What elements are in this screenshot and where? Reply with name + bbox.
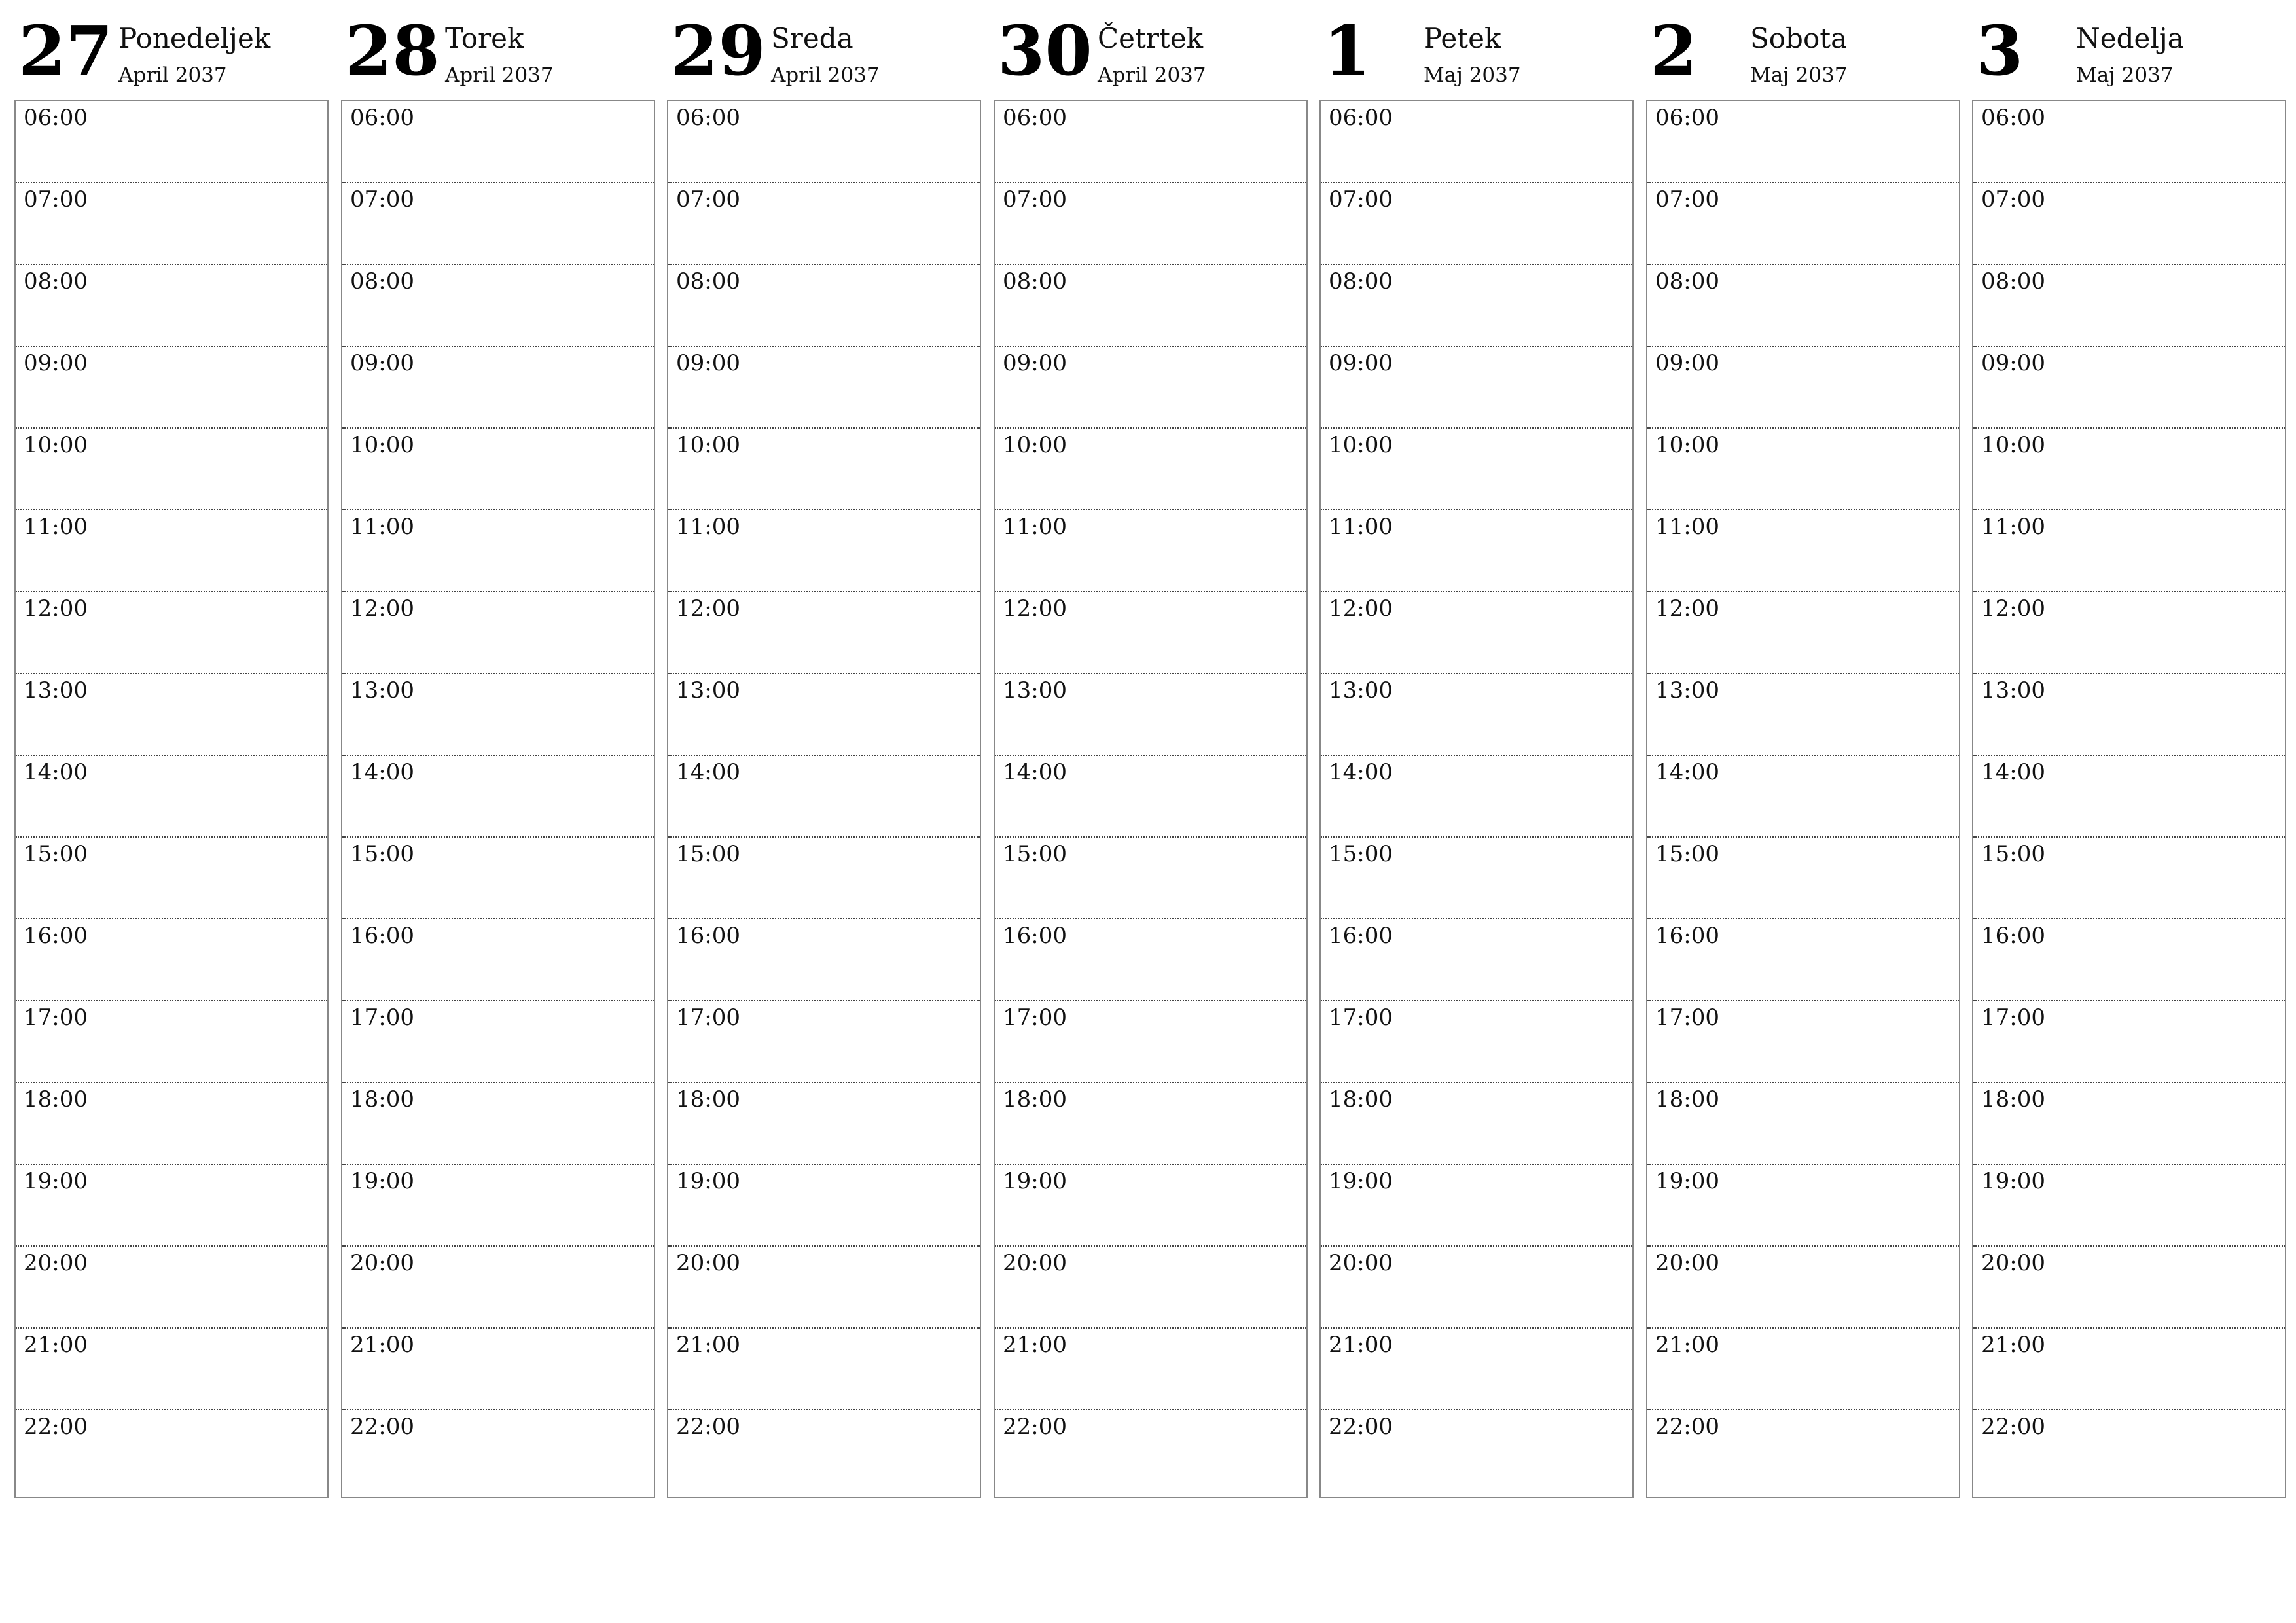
hour-slot [1647,101,1959,183]
hour-slot [668,101,980,183]
hour-label: 07:00 [1655,187,1719,213]
hour-label: 16:00 [1003,923,1067,949]
hour-label: 15:00 [350,841,414,867]
hour-slot [342,838,654,919]
hour-label: 08:00 [1981,268,2045,294]
hour-slot [342,1083,654,1165]
hour-label: 20:00 [676,1250,740,1276]
day-number: 3 [1976,10,2024,91]
hour-label: 15:00 [1329,841,1393,867]
hour-slot [1321,1410,1632,1492]
hour-label: 06:00 [1003,105,1067,131]
hour-label: 12:00 [1329,596,1393,622]
hour-label: 12:00 [350,596,414,622]
hour-label: 13:00 [1329,677,1393,704]
hour-label: 19:00 [676,1168,740,1194]
day-header [1646,0,1960,98]
hour-slot [668,429,980,510]
hour-label: 13:00 [1981,677,2045,704]
day-number: 28 [345,10,440,91]
hour-label: 12:00 [676,596,740,622]
hour-slot [16,919,327,1001]
day-header [1972,0,2286,98]
hour-label: 07:00 [24,187,88,213]
hour-slot [16,592,327,674]
hour-label: 11:00 [350,514,414,540]
hour-slot [1321,1165,1632,1247]
hour-slot [995,1165,1306,1247]
hour-label: 18:00 [1003,1086,1067,1113]
hour-slot [16,1001,327,1083]
hour-slot [1647,1001,1959,1083]
month-year: April 2037 [118,63,227,87]
hour-slot [995,674,1306,756]
hour-slot [1647,1165,1959,1247]
hour-slot [1647,1329,1959,1410]
hour-slot [1321,1001,1632,1083]
hour-label: 22:00 [676,1414,740,1440]
hour-slot [1647,1247,1959,1329]
hour-slot [342,347,654,429]
hour-slot [342,101,654,183]
hour-label: 09:00 [1003,350,1067,376]
hour-label: 11:00 [1329,514,1393,540]
hour-slot [16,1083,327,1165]
hour-slot [16,101,327,183]
hour-slot [1647,592,1959,674]
hour-label: 16:00 [1329,923,1393,949]
hour-label: 18:00 [24,1086,88,1113]
hour-slot [342,183,654,265]
hour-label: 10:00 [1003,432,1067,458]
hour-label: 08:00 [1329,268,1393,294]
hour-slot [1973,919,2285,1001]
hour-slot [995,510,1306,592]
day-schedule-box [14,100,329,1498]
hour-slot [995,592,1306,674]
day-header [667,0,981,98]
hour-slot [1647,265,1959,347]
hour-label: 20:00 [350,1250,414,1276]
hour-label: 06:00 [1329,105,1393,131]
hour-slot [342,265,654,347]
hour-slot [1973,592,2285,674]
hour-label: 10:00 [676,432,740,458]
hour-label: 16:00 [1981,923,2045,949]
hour-label: 17:00 [24,1005,88,1031]
hour-label: 07:00 [1329,187,1393,213]
hour-label: 06:00 [1655,105,1719,131]
day-name: Petek [1424,22,1501,54]
hour-slot [1973,1001,2285,1083]
hour-slot [342,756,654,838]
hour-slot [1647,756,1959,838]
hour-slot [1973,347,2285,429]
month-year: Maj 2037 [1750,63,1848,87]
hour-label: 06:00 [676,105,740,131]
hour-slot [1321,592,1632,674]
day-name: Sobota [1750,22,1848,54]
hour-slot [342,1001,654,1083]
hour-slot [995,183,1306,265]
hour-slot [1973,101,2285,183]
hour-label: 11:00 [1981,514,2045,540]
hour-label: 22:00 [1003,1414,1067,1440]
hour-label: 17:00 [1655,1005,1719,1031]
hour-label: 18:00 [350,1086,414,1113]
hour-label: 08:00 [350,268,414,294]
hour-slot [995,1329,1306,1410]
hour-slot [1647,347,1959,429]
hour-label: 09:00 [676,350,740,376]
hour-label: 15:00 [1655,841,1719,867]
hour-label: 17:00 [1003,1005,1067,1031]
hour-slot [1321,919,1632,1001]
hour-label: 22:00 [350,1414,414,1440]
hour-slot [1973,1083,2285,1165]
day-header [341,0,655,98]
hour-label: 13:00 [350,677,414,704]
hour-slot [1321,1247,1632,1329]
day-schedule-box [341,100,655,1498]
hour-slot [995,1410,1306,1492]
hour-slot [1973,1165,2285,1247]
hour-slot [16,756,327,838]
hour-slot [668,919,980,1001]
hour-label: 19:00 [1981,1168,2045,1194]
hour-label: 11:00 [676,514,740,540]
hour-slot [16,1165,327,1247]
hour-label: 18:00 [1329,1086,1393,1113]
hour-label: 13:00 [1003,677,1067,704]
month-year: April 2037 [445,63,554,87]
hour-slot [342,510,654,592]
hour-label: 14:00 [1003,759,1067,785]
hour-slot [995,429,1306,510]
hour-slot [342,1410,654,1492]
hour-slot [668,1165,980,1247]
hour-slot [1321,265,1632,347]
hour-slot [1647,674,1959,756]
hour-label: 09:00 [1981,350,2045,376]
day-schedule-box [1646,100,1960,1498]
hour-slot [1321,183,1632,265]
hour-label: 21:00 [350,1332,414,1358]
hour-label: 19:00 [24,1168,88,1194]
hour-slot [1973,756,2285,838]
hour-slot [1973,510,2285,592]
hour-slot [16,1329,327,1410]
hour-label: 08:00 [1003,268,1067,294]
hour-label: 15:00 [24,841,88,867]
hour-slot [995,1083,1306,1165]
hour-label: 14:00 [676,759,740,785]
hour-slot [995,756,1306,838]
hour-slot [1321,347,1632,429]
hour-label: 18:00 [676,1086,740,1113]
hour-slot [995,919,1306,1001]
hour-slot [1321,1083,1632,1165]
hour-label: 22:00 [1329,1414,1393,1440]
hour-slot [1973,183,2285,265]
hour-slot [342,429,654,510]
hour-slot [1647,1083,1959,1165]
hour-label: 21:00 [1655,1332,1719,1358]
hour-label: 09:00 [24,350,88,376]
hour-slot [16,1410,327,1492]
hour-label: 11:00 [1655,514,1719,540]
hour-label: 08:00 [1655,268,1719,294]
hour-slot [668,347,980,429]
day-schedule-box [994,100,1308,1498]
hour-slot [1647,919,1959,1001]
hour-label: 21:00 [1003,1332,1067,1358]
hour-label: 07:00 [676,187,740,213]
hour-slot [16,1247,327,1329]
hour-label: 19:00 [1003,1168,1067,1194]
day-name: Torek [445,22,524,54]
day-number: 1 [1323,10,1371,91]
hour-slot [16,183,327,265]
hour-slot [995,1001,1306,1083]
hour-slot [1647,183,1959,265]
hour-slot [668,1329,980,1410]
hour-label: 15:00 [1003,841,1067,867]
hour-label: 22:00 [1655,1414,1719,1440]
hour-slot [668,756,980,838]
hour-slot [668,510,980,592]
hour-label: 21:00 [1329,1332,1393,1358]
hour-slot [1321,429,1632,510]
day-name: Četrtek [1098,22,1204,54]
hour-slot [342,1329,654,1410]
hour-label: 14:00 [350,759,414,785]
hour-label: 12:00 [1655,596,1719,622]
hour-slot [1647,838,1959,919]
day-number: 2 [1650,10,1698,91]
hour-slot [16,347,327,429]
hour-label: 09:00 [1329,350,1393,376]
hour-slot [342,674,654,756]
hour-slot [668,1083,980,1165]
hour-slot [1973,429,2285,510]
hour-label: 17:00 [350,1005,414,1031]
hour-label: 10:00 [24,432,88,458]
hour-slot [995,265,1306,347]
hour-label: 21:00 [1981,1332,2045,1358]
hour-label: 08:00 [24,268,88,294]
month-year: Maj 2037 [2076,63,2174,87]
hour-label: 22:00 [24,1414,88,1440]
hour-slot [1321,1329,1632,1410]
hour-slot [668,1001,980,1083]
hour-slot [668,1247,980,1329]
hour-label: 13:00 [676,677,740,704]
hour-slot [995,101,1306,183]
day-header [1319,0,1634,98]
hour-slot [668,592,980,674]
hour-slot [1321,101,1632,183]
hour-label: 14:00 [1329,759,1393,785]
month-year: Maj 2037 [1424,63,1521,87]
hour-label: 16:00 [24,923,88,949]
day-header [994,0,1308,98]
hour-slot [342,1165,654,1247]
hour-label: 17:00 [1329,1005,1393,1031]
month-year: April 2037 [1098,63,1206,87]
hour-slot [995,838,1306,919]
hour-label: 22:00 [1981,1414,2045,1440]
hour-label: 06:00 [350,105,414,131]
day-schedule-box [1319,100,1634,1498]
hour-slot [16,429,327,510]
hour-slot [1321,674,1632,756]
hour-slot [1973,1329,2285,1410]
hour-slot [668,838,980,919]
hour-label: 12:00 [1981,596,2045,622]
hour-label: 12:00 [24,596,88,622]
hour-slot [668,183,980,265]
hour-slot [668,674,980,756]
hour-label: 07:00 [1981,187,2045,213]
hour-label: 11:00 [24,514,88,540]
hour-label: 10:00 [1655,432,1719,458]
hour-label: 18:00 [1655,1086,1719,1113]
hour-label: 14:00 [24,759,88,785]
hour-label: 15:00 [1981,841,2045,867]
hour-label: 14:00 [1981,759,2045,785]
hour-label: 16:00 [1655,923,1719,949]
hour-label: 10:00 [1329,432,1393,458]
hour-label: 12:00 [1003,596,1067,622]
hour-label: 07:00 [350,187,414,213]
hour-slot [342,592,654,674]
hour-slot [16,674,327,756]
hour-label: 08:00 [676,268,740,294]
hour-label: 11:00 [1003,514,1067,540]
hour-slot [668,1410,980,1492]
day-schedule-box [667,100,981,1498]
hour-label: 21:00 [676,1332,740,1358]
hour-slot [1647,510,1959,592]
hour-slot [1321,756,1632,838]
hour-label: 20:00 [24,1250,88,1276]
hour-label: 20:00 [1003,1250,1067,1276]
day-number: 29 [671,10,766,91]
hour-label: 17:00 [1981,1005,2045,1031]
hour-label: 17:00 [676,1005,740,1031]
hour-slot [668,265,980,347]
hour-slot [1321,510,1632,592]
hour-label: 09:00 [1655,350,1719,376]
hour-label: 13:00 [1655,677,1719,704]
hour-label: 15:00 [676,841,740,867]
hour-slot [995,1247,1306,1329]
hour-slot [1973,1410,2285,1492]
hour-label: 18:00 [1981,1086,2045,1113]
hour-label: 19:00 [350,1168,414,1194]
hour-label: 21:00 [24,1332,88,1358]
hour-label: 16:00 [676,923,740,949]
hour-label: 16:00 [350,923,414,949]
hour-label: 13:00 [24,677,88,704]
hour-slot [16,510,327,592]
hour-label: 10:00 [1981,432,2045,458]
hour-slot [1973,838,2285,919]
hour-slot [16,838,327,919]
hour-slot [1973,265,2285,347]
hour-slot [1647,429,1959,510]
hour-slot [16,265,327,347]
hour-label: 10:00 [350,432,414,458]
hour-label: 20:00 [1655,1250,1719,1276]
day-name: Ponedeljek [118,22,271,54]
day-header [14,0,329,98]
hour-slot [995,347,1306,429]
hour-slot [1647,1410,1959,1492]
hour-slot [1973,1247,2285,1329]
hour-label: 06:00 [1981,105,2045,131]
hour-label: 19:00 [1655,1168,1719,1194]
hour-label: 07:00 [1003,187,1067,213]
day-schedule-box [1972,100,2286,1498]
hour-label: 06:00 [24,105,88,131]
hour-slot [1973,674,2285,756]
day-number: 30 [997,10,1092,91]
day-number: 27 [18,10,113,91]
hour-slot [1321,838,1632,919]
hour-label: 20:00 [1329,1250,1393,1276]
month-year: April 2037 [771,63,880,87]
hour-slot [342,919,654,1001]
hour-label: 14:00 [1655,759,1719,785]
hour-slot [342,1247,654,1329]
day-name: Nedelja [2076,22,2184,54]
hour-label: 19:00 [1329,1168,1393,1194]
hour-label: 09:00 [350,350,414,376]
hour-label: 20:00 [1981,1250,2045,1276]
day-name: Sreda [771,22,853,54]
